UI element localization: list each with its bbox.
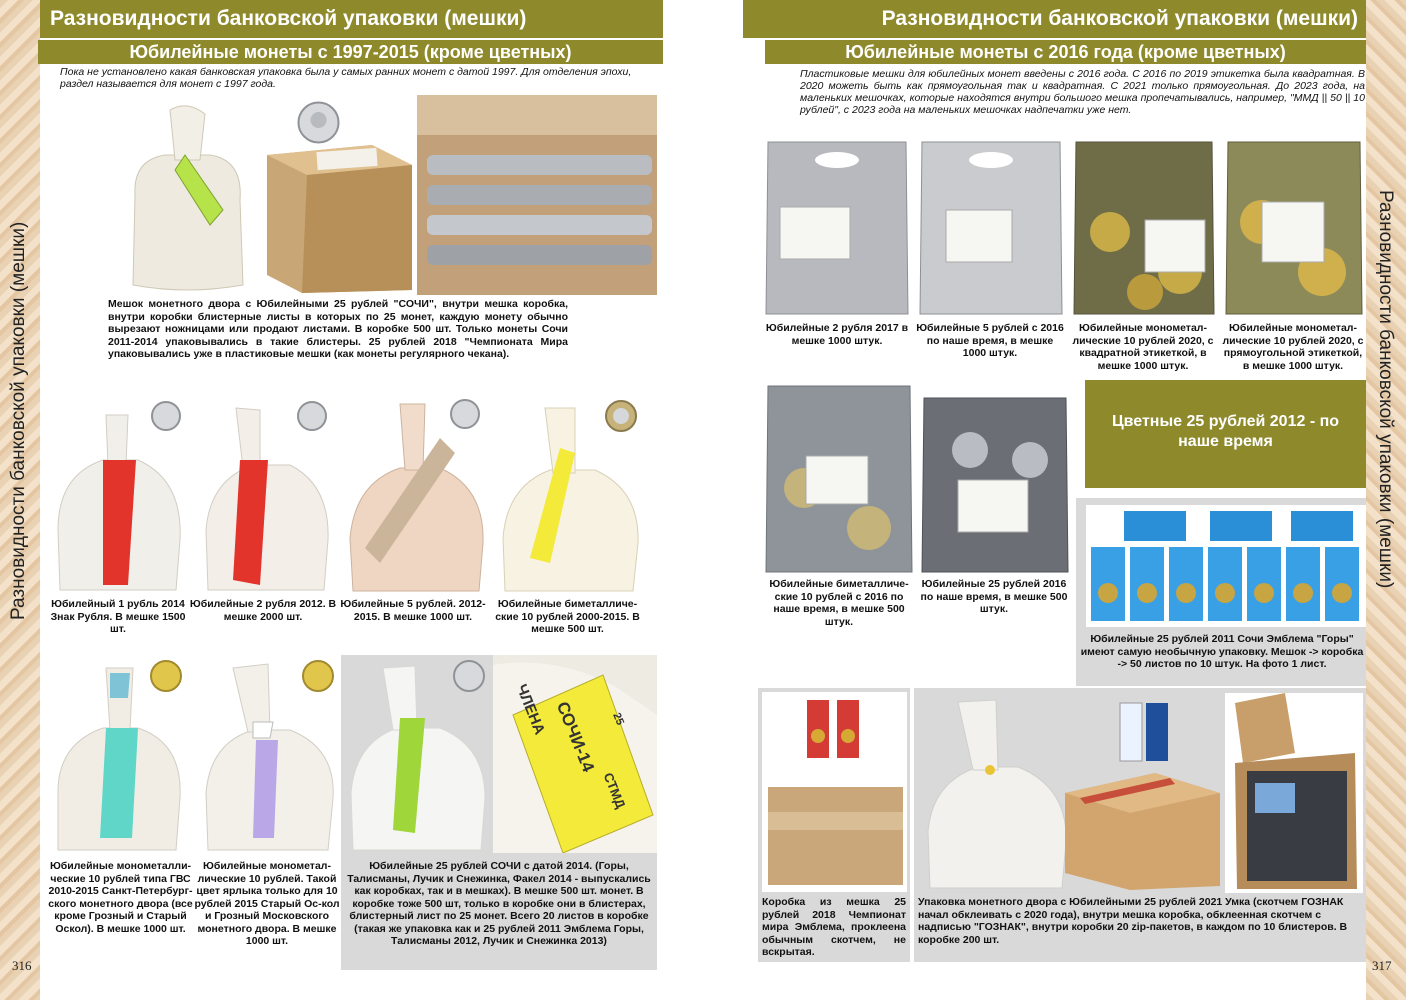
page-number-right: 317 [1372,958,1392,973]
left-section-title: Юбилейные монеты с 1997-2015 (кроме цветных) [38,40,663,64]
cardboard-box-photo [262,125,417,295]
tag-label-25: 25 [610,711,626,727]
bag-1-rub-photo [48,400,188,595]
plastic-bag-2-rub-caption: Юбилейные 2 рубля 2017 в мешке 1000 штук. [765,322,909,347]
left-spine [0,0,40,1000]
bag-2-rub-caption: Юбилейные 2 рубля 2012. В мешке 2000 шт. [189,598,337,623]
plastic-bag-5-rub-photo [916,132,1066,320]
bag-2-rub-photo [198,400,338,595]
plastic-bag-5-rub-caption: Юбилейные 5 рублей с 2016 по наше время, в мешке 1000 штук. [916,322,1064,359]
sochi-2011-blister-sheet-photo [1086,505,1366,627]
page-number-left: 316 [12,958,32,973]
bag-5-rub-caption: Юбилейные 5 рублей. 2012-2015. В мешке 1000 шт. [340,598,486,623]
sochi-2011-caption: Юбилейные 25 рублей 2011 Сочи Эмблема "Горы" имеют самую необычную упаковку. Мешок -> коробка -> 50 листов по 10 штук. На фото 1 лист. [1080,633,1364,670]
bag-10-rub-gvs-caption: Юбилейные монометалли-ческие 10 рублей типа ГВС 2010-2015 Санкт-Петербург-ского монетного двора (все кроме Грозный и Старый Оскол). В мешке 1000 шт. [48,860,193,935]
sochi-bag-photo [125,100,250,295]
right-spine [1366,0,1406,1000]
plastic-bag-2-rub-photo [762,132,912,320]
right-intro-text: Пластиковые мешки для юбилейных монет введены с 2016 года. С 2016 по 2019 этикетка была квадратная. В 2020 можеть быть как прямоугольная так и квадратная. С 2021 только прямоугольная. До 2023 года, на маленьких мешочках, которые находятся внутри большого мешка пропечатывались, например, "ММД || 50 || 10 рублей", с 2023 года на маленьких мешочках надпечатки уже нет. [800,68,1365,116]
left-page-title: Разновидности банковской упаковки (мешки) [40,0,663,38]
bag-1-rub-caption: Юбилейный 1 рубль 2014 Знак Рубля. В мешке 1500 шт. [50,598,186,635]
bag-sochi-2014-caption: Юбилейные 25 рублей СОЧИ с датой 2014. (Горы, Талисманы, Лучик и Снежинка, Факел 2014 - выпускались как коробках, так и в мешках). В мешке 500 шт. монет. В коробке тоже 500 шт, только в коробке они в блистерах, блистерный лист по 25 монет. Всего 20 листов в коробке (такая же упаковка как и 25 рублей 2011 Эмблема Горы, Талисманы 2012, Лучик и Снежинка 2013) [347,860,651,947]
sochi-bag-caption: Мешок монетного двора с Юбилейными 25 рублей "СОЧИ", внутри мешка коробка, внутри коробки блистерные листы в которых по 25 монет, каждую монету обычно вырезают ножницами или продают листами. В коробке 500 шт. Только монеты Сочи 2011-2014 упаковывались в такие блистеры. 25 рублей 2018 "Чемпионата Мира упаковывались уже в пластиковые мешки (как монеты регулярного чекана). [108,298,568,360]
bag-10-rub-gvs-photo [48,658,193,853]
box-2018-caption: Коробка из мешка 25 рублей 2018 Чемпионат мира Эмблема, проклеена обычным скотчем, не вскрытая. [762,896,906,958]
bag-sochi-2014-photo [345,658,493,853]
box-2018-photo [762,692,907,892]
left-spine-text: Разновидности банковской упаковки (мешки) [8,221,29,620]
plastic-bag-10-rub-square-photo [1070,132,1218,320]
plastic-bag-10-rub-bimetal-caption: Юбилейные биметалличе-ские 10 рублей с 2016 по наше время, в мешке 500 штук. [769,578,909,628]
right-page-title: Разновидности банковской упаковки (мешки) [743,0,1366,38]
umka-open-box-photo [1225,693,1363,893]
plastic-bag-25-rub-caption: Юбилейные 25 рублей 2016 по наше время, в мешке 500 штук. [920,578,1068,615]
plastic-bag-10-rub-bimetal-photo [764,378,914,576]
blister-sheets-photo [417,95,657,295]
tag-label-sochi: СОЧИ-14 [552,699,599,775]
right-section-title: Юбилейные монеты с 2016 года (кроме цветных) [765,40,1366,64]
plastic-bag-10-rub-rect-caption: Юбилейные монометал-лические 10 рублей 2020, с прямоугольной этикеткой, в мешке 1000 штук. [1222,322,1364,372]
bag-10-rub-bimetal-caption: Юбилейные биметалличе-ские 10 рублей 2000-2015. В мешке 500 шт. [495,598,640,635]
sochi-tag-closeup-photo [493,655,657,853]
colored-coins-panel: Цветные 25 рублей 2012 - по наше время [1085,380,1366,488]
left-intro-text: Пока не установлено какая банковская упаковка была у самых ранних монет с датой 1997. Для отделения эпохи, раздел называется для монет с 1997 года. [60,66,632,90]
bag-10-rub-bimetal-photo [495,398,645,595]
plastic-bag-10-rub-square-caption: Юбилейные монометал-лические 10 рублей 2020, с квадратной этикеткой, в мешке 1000 штук. [1072,322,1214,372]
right-spine-text: Разновидности банковской упаковки (мешки) [1375,190,1396,589]
umka-caption: Упаковка монетного двора с Юбилейными 25 рублей 2021 Умка (скотчем ГОЗНАК начал обклеивать с 2020 года), внутри мешка коробка, обклеенная скотчем с надписью "ГОЗНАК", внутри коробки 20 zip-пакетов, в каждом по 10 блистеров. В коробке 200 шт. [918,896,1348,946]
sochi-bag-illustration [125,100,250,295]
umka-bag-photo [918,692,1078,892]
bag-10-rub-mmd-photo [198,658,343,853]
plastic-bag-10-rub-rect-photo [1222,132,1366,320]
tag-label-chlena: ЧЛЕНА [512,681,549,738]
bag-5-rub-photo [345,398,490,595]
bag-10-rub-mmd-caption: Юбилейные монометал-лические 10 рублей. Такой цвет ярлыка только для 10 рублей 2015 Старый Ос-кол и Грозный Московского монетного двора. В мешке 1000 шт. [194,860,340,947]
umka-box-photo [1060,698,1225,893]
plastic-bag-25-rub-photo [920,390,1070,576]
tag-label-stmd: СТМД [600,770,629,811]
